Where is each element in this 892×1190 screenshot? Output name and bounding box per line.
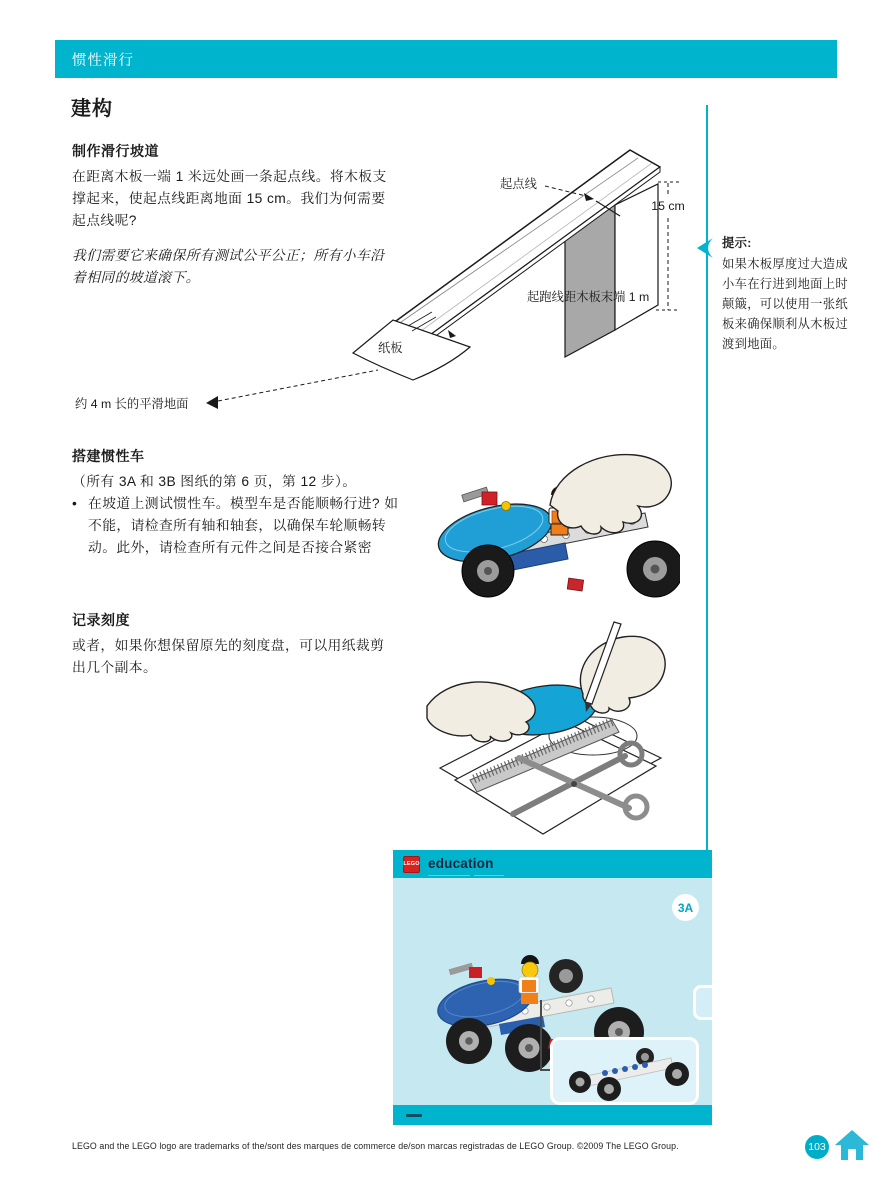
left-hand-illustration — [427, 682, 535, 742]
section-record-dial — [66, 610, 408, 679]
callout-connector — [540, 1000, 542, 1071]
label-start-line: 起点线 — [500, 177, 537, 191]
card-badge-3a: 3A — [672, 894, 699, 921]
hand-illustration — [550, 455, 671, 534]
label-cardboard: 纸板 — [378, 341, 403, 355]
chassis-model-photo — [553, 1040, 696, 1102]
page-header-title: 惯性滑行 — [72, 52, 134, 69]
dial-tracing-illustration — [425, 618, 670, 846]
ramp-diagram — [60, 130, 700, 430]
tip-body: 如果木板厚度过大造成小车在行进到地面上时颠簸，可以使用一张纸板来确保顺利从木板过渡到地面。 — [722, 257, 848, 351]
page-number-badge: 103 — [805, 1135, 829, 1159]
section-build-car — [66, 446, 408, 559]
page-title: 建构 — [71, 98, 113, 120]
building-instructions-card — [393, 850, 712, 1125]
label-height: 15 cm — [651, 199, 685, 213]
card-body — [393, 878, 712, 1105]
card-header — [393, 850, 712, 878]
section-heading: 制作滑行坡道 — [72, 143, 159, 159]
car-test-illustration — [410, 443, 680, 601]
label-start-distance: 起跑线距木板末端 1 m — [527, 290, 650, 304]
product-code-mark — [406, 1114, 422, 1117]
section-intro: （所有 3A 和 3B 图纸的第 6 页，第 12 步）。 — [72, 474, 357, 489]
section-heading: 记录刻度 — [72, 612, 130, 628]
tip-arrow-icon — [694, 236, 716, 260]
cropped-inset-panel — [693, 985, 712, 1020]
tip-box — [722, 233, 852, 354]
label-ground: 约 4 m 长的平滑地面 — [75, 397, 189, 411]
lego-logo: LEGO — [403, 856, 420, 873]
section-italic-note: 我们需要它来确保所有测试公平公正；所有小车沿着相同的坡道滚下。 — [72, 248, 385, 285]
footer-legal-text: LEGO and the LEGO logo are trademarks of the/sont des marques de commerce de/son marcas registradas de LEGO Group. ©2009 The LEGO Group. — [72, 1141, 679, 1151]
bullet-item — [72, 493, 402, 559]
card-footer-bar — [393, 1105, 712, 1125]
home-icon[interactable] — [834, 1128, 870, 1162]
bullet-text: 在坡道上测试惯性车。模型车是否能顺畅行进? 如不能，请检查所有轴和轴套，以确保车轮顺畅转动。此外，请检查所有元件之间是否接合紧密 — [88, 496, 399, 555]
section-body: 在距离木板一端 1 米远处画一条起点线。将木板支撑起来，使起点线距离地面 15 cm。我们为何需要起点线呢? — [72, 169, 387, 228]
bullet-marker: • — [72, 496, 78, 511]
page-header-bar — [55, 40, 837, 78]
education-wordmark: education — [428, 855, 494, 873]
section-heading: 搭建惯性车 — [72, 448, 145, 464]
tip-title: 提示: — [722, 236, 752, 250]
chassis-inset-panel — [550, 1037, 699, 1105]
section-body: 或者，如果你想保留原先的刻度盘，可以用纸裁剪出几个副本。 — [72, 638, 385, 675]
